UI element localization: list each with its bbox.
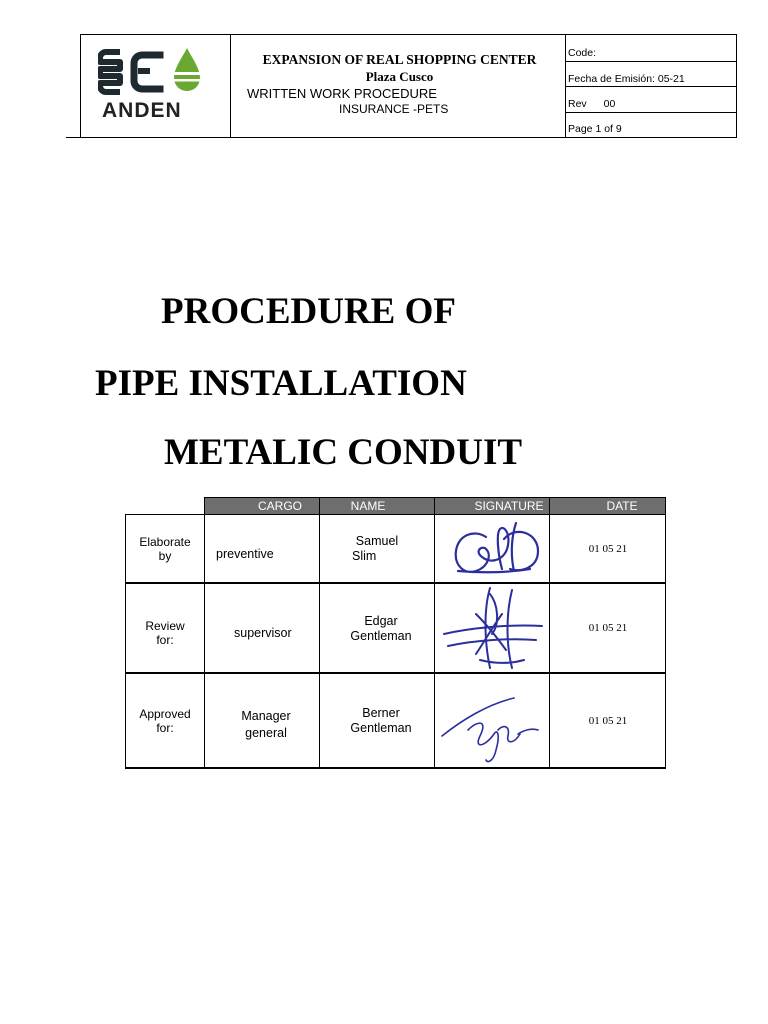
title-line-1: PROCEDURE OF [161,291,456,332]
row-name-line: Slim [352,549,377,563]
row-role-line: Elaborate [139,535,191,549]
signature-berner-gentleman [438,690,542,766]
header-border-top [80,34,737,35]
row-name [320,614,442,644]
column-header-signature: SIGNATURE [474,499,544,513]
row-name-line: Gentleman [350,629,412,643]
header-border-bottom [66,137,737,138]
issue-date: Fecha de Emisión: 05-21 [568,73,685,85]
table-row-line [125,582,666,584]
project-title: EXPANSION OF REAL SHOPPING CENTER [262,52,537,67]
row-cargo: supervisor [234,626,292,640]
column-header-cargo: CARGO [257,499,302,513]
title-line-3: METALIC CONDUIT [164,432,523,473]
code-label: Code: [568,47,597,59]
row-name [320,706,442,736]
header-divider-logo [230,34,231,138]
row-role-line: for: [156,633,174,647]
row-name-line: Samuel [355,534,399,548]
table-border-bottom [125,767,666,769]
eco-logo-icon [98,46,208,98]
row-role-line: by [158,549,172,563]
row-cargo: preventive [216,547,274,561]
title-line-2: PIPE INSTALLATION [95,363,467,404]
row-date: 01 05 21 [588,543,628,555]
row-name-line: Berner [362,706,400,720]
revision [568,98,615,110]
row-cargo [205,709,327,741]
row-name-line: Gentleman [350,721,412,735]
column-header-name: NAME [350,499,386,513]
row-role-line: Approved [139,707,191,721]
page-indicator: Page 1 of 9 [568,123,622,135]
row-cargo-line: Manager [241,709,291,723]
column-header-date: DATE [606,499,638,513]
row-name-line: Edgar [364,614,398,628]
row-role [126,619,204,647]
table-border-top [205,497,666,498]
row-name [320,534,434,564]
signature-edgar-gentleman [440,584,546,672]
project-location: Plaza Cusco [365,69,434,84]
table-row-line [125,514,666,515]
meta-row-divider [565,112,737,113]
row-date: 01 05 21 [588,622,628,634]
meta-row-divider [565,61,737,62]
row-cargo-line: general [245,726,287,740]
row-role-line: for: [156,721,174,735]
row-role-line: Review [145,619,185,633]
procedure-type: WRITTEN WORK PROCEDURE [247,86,437,101]
revision-value: 00 [603,98,616,110]
signature-samuel-slim [446,515,544,581]
row-role [126,535,204,563]
table-row-line [125,672,666,674]
header-border-left [80,34,81,138]
row-role [126,707,204,735]
row-date: 01 05 21 [588,715,628,727]
meta-row-divider [565,86,737,87]
procedure-subtype: INSURANCE -PETS [339,102,449,116]
revision-label: Rev [568,98,587,110]
logo-wordmark: ANDEN [102,99,182,122]
